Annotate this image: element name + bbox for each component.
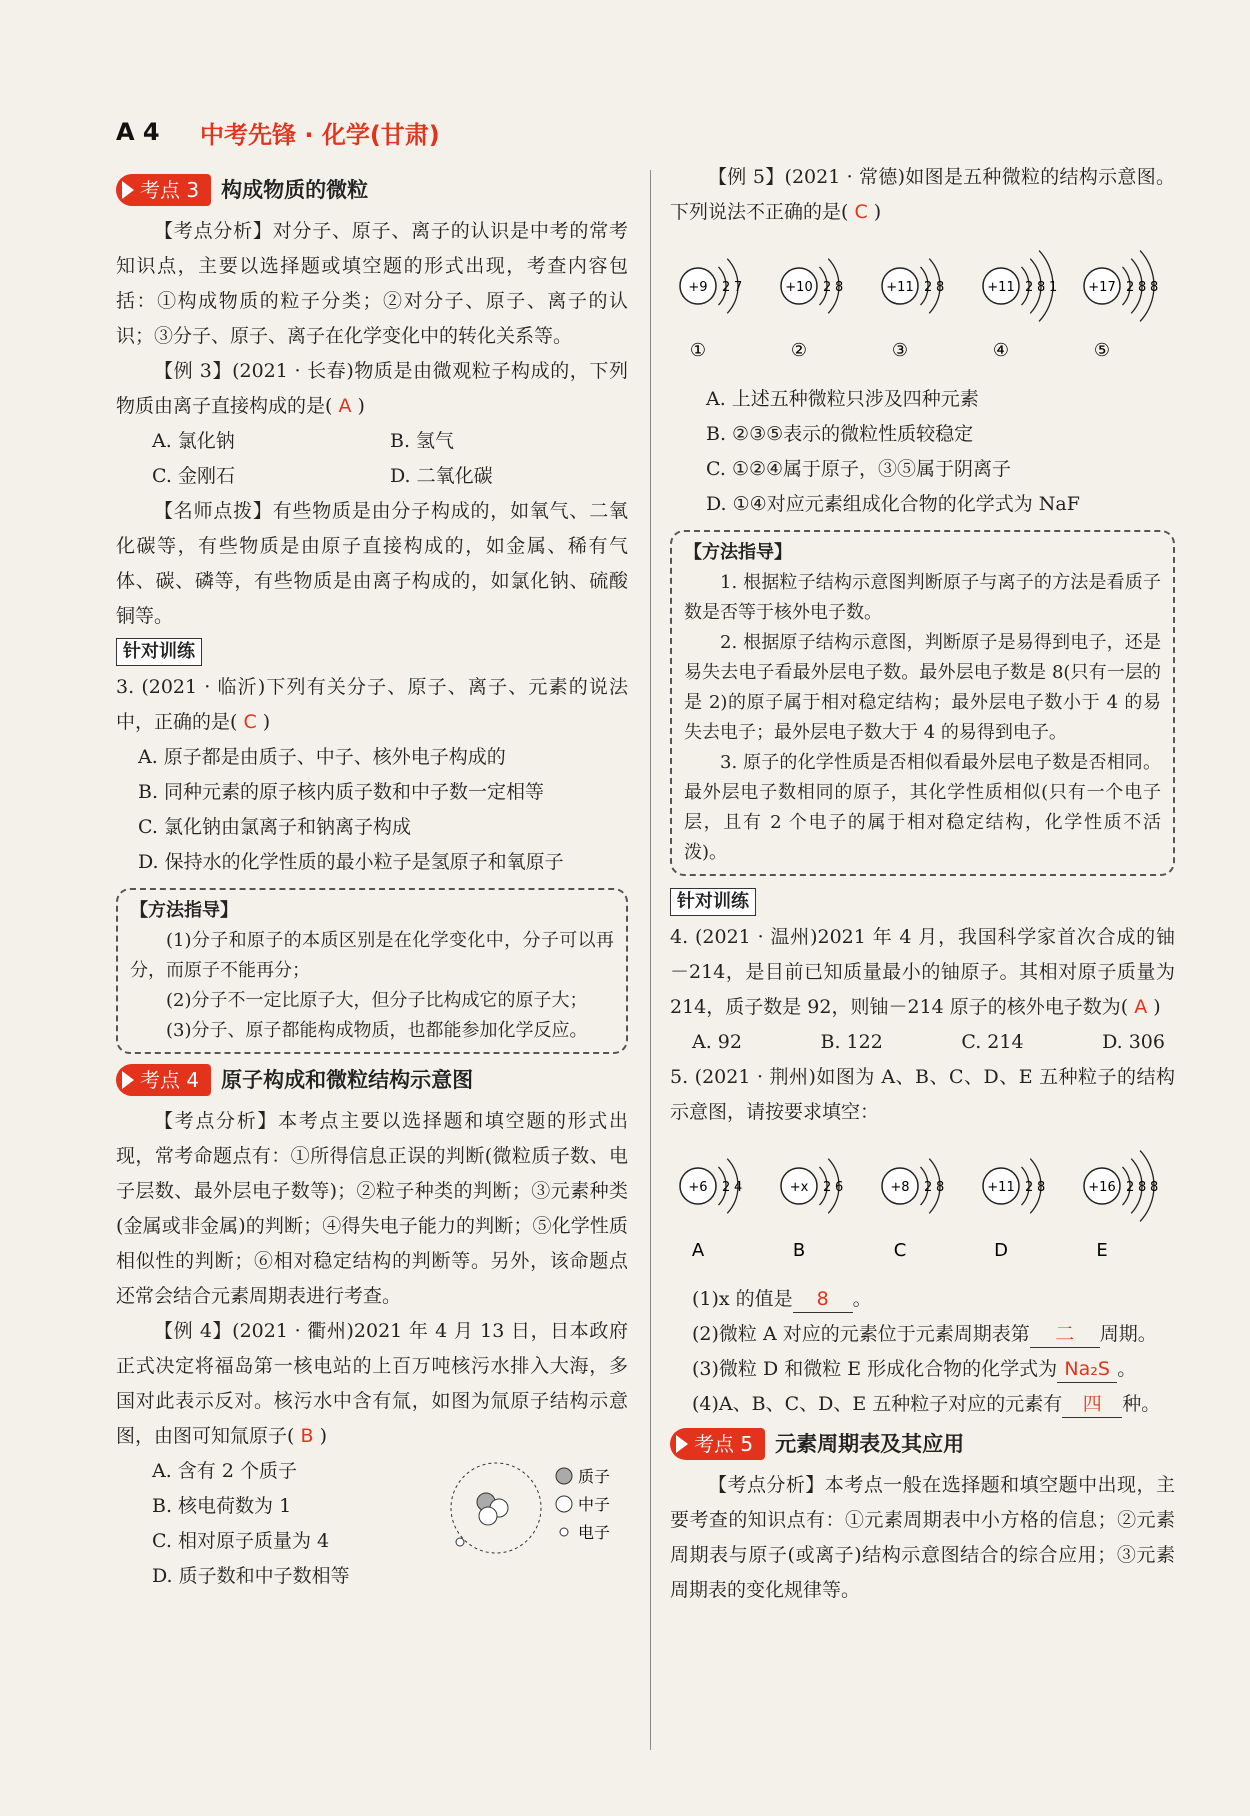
example-5 (670, 160, 1175, 230)
electron-icon (456, 1538, 464, 1546)
q4-stem: 4. (2021 · 温州)2021 年 4 月，我国科学家首次合成的铀－214，是目前已知质量最小的铀原子。其相对原子质量为 214，质子数是 92，则铀－214 原子的核外电子数为( (670, 926, 1175, 1018)
arrow-icon (676, 1435, 688, 1453)
guide-line-2: (2)分子不一定比原子大，但分子比构成它的原子大； (166, 990, 588, 1011)
q5-sub3 (670, 1352, 1175, 1387)
particle-label: ④ (992, 340, 1010, 361)
legend-neutron: 中子 (578, 1495, 611, 1514)
ex4-option-c: C. 相对原子质量为 4 (152, 1530, 330, 1552)
kp5-analysis: 【考点分析】本考点一般在选择题和填空题中出现，主要考查的知识点有：①元素周期表中小方格的信息；②元素周期表与原子(或离子)结构示意图结合的综合应用；③元素周期表的变化规律等。 (670, 1474, 1175, 1601)
ex3-close: ) (357, 395, 365, 417)
shell-electron-count: 8 (1150, 280, 1159, 295)
neutron-icon (479, 1507, 497, 1525)
q3-answer: C (243, 711, 257, 733)
q5-sub4-answer: 四 (1062, 1391, 1122, 1418)
ex5-option-c: C. ①②④属于原子，③⑤属于阴离子 (706, 458, 1012, 480)
kp4-heading (116, 1062, 628, 1098)
nucleus-charge: +17 (1088, 280, 1116, 295)
q5-sub2-post: 周期。 (1099, 1323, 1157, 1345)
ex3-answer: A (338, 395, 352, 417)
shell-electron-count: 8 (1037, 1180, 1046, 1195)
ex3-option-b: B. 氢气 (390, 430, 455, 452)
book-title: 中考先锋 · 化学(甘肃) (200, 121, 440, 149)
example-3 (116, 354, 628, 424)
kp5-badge (670, 1428, 765, 1460)
nucleus-charge: +6 (688, 1180, 708, 1195)
guide2-line-3: 3. 原子的化学性质是否相似看最外层电子数是否相同。最外层电子数相同的原子，其化学性质相似(只有一个电子层，且有 2 个电子的属于相对稳定结构，化学性质不活泼)。 (684, 752, 1161, 863)
left-column (116, 168, 628, 1594)
shell-electron-count: 2 (924, 1180, 933, 1195)
arrow-icon (122, 1071, 134, 1089)
guide-title: 【方法指导】 (130, 900, 238, 921)
particle-label: ② (790, 340, 808, 361)
ex4-option-d: D. 质子数和中子数相等 (152, 1565, 350, 1587)
q5-sub4 (670, 1387, 1175, 1422)
q5-sub3-post: 。 (1117, 1358, 1137, 1380)
q5-particle-5 (1084, 1151, 1158, 1261)
kp4-analysis: 【考点分析】本考点主要以选择题和填空题的形式出现，常考命题点有：①所得信息正误的判断(微粒质子数、电子层数、最外层电子数等)；②粒子种类的判断；③元素种类(金属或非金属)的判断；④得失电子能力的判断；⑤化学性质相似性的判断；⑥相对稳定结构的判断等。另外，该命题点还常会结合元素周期表进行考查。 (116, 1110, 628, 1307)
q5-sub2-text: (2)微粒 A 对应的元素位于元素周期表第 (692, 1323, 1030, 1345)
ex5-close: ) (873, 201, 882, 223)
kp3-title: 构成物质的微粒 (221, 177, 369, 202)
kp3-tip: 【名师点拨】有些物质是由分子构成的，如氧气、二氧化碳等，有些物质是由原子直接构成的，如金属、稀有气体、碳、磷等，有些物质是由离子构成的，如氯化钠、硫酸铜等。 (116, 500, 628, 627)
kp5-title: 元素周期表及其应用 (775, 1431, 965, 1456)
nucleus-charge: +11 (886, 280, 914, 295)
shell-electron-count: 8 (835, 280, 844, 295)
shell-electron-count: 8 (1037, 280, 1046, 295)
ex5-option-b: B. ②③⑤表示的微粒性质较稳定 (706, 423, 974, 445)
shell-electron-count: 2 (823, 280, 832, 295)
kp3-heading (116, 172, 628, 208)
nucleus-charge: +11 (987, 280, 1015, 295)
ex3-options-row1 (116, 424, 628, 459)
kp5-heading (670, 1426, 1175, 1462)
ex4-options-area (116, 1454, 628, 1594)
q5-sub4-post: 种。 (1122, 1393, 1161, 1415)
shell-electron-count: 4 (734, 1180, 743, 1195)
shell-electron-count: 8 (936, 1180, 945, 1195)
ex5-particle-4 (983, 251, 1057, 361)
guide-line-1: (1)分子和原子的本质区别是在化学变化中，分子可以再分，而原子不能再分； (130, 930, 614, 981)
q5-sub3-text: (3)微粒 D 和微粒 E 形成化合物的化学式为 (692, 1358, 1058, 1380)
q4-option-c: C. 214 (961, 1031, 1024, 1053)
tritium-diagram (446, 1458, 626, 1566)
q5-particle-4 (983, 1159, 1045, 1261)
ex5-particle-5 (1084, 251, 1158, 361)
shell-electron-count: 2 (722, 1180, 731, 1195)
example-4 (116, 1314, 628, 1454)
q5-particle-1 (680, 1159, 742, 1261)
shell-electron-count: 2 (823, 1180, 832, 1195)
q3-stem: 3. (2021 · 临沂)下列有关分子、原子、离子、元素的说法中，正确的是( (116, 676, 628, 733)
q3-close: ) (262, 711, 271, 733)
ex5-answer: C (854, 201, 868, 223)
kp3-badge-text: 考点 3 (140, 177, 200, 202)
q3-option-c: C. 氯化钠由氯离子和钠离子构成 (138, 816, 411, 838)
ex5-structure-diagram (670, 230, 1175, 370)
q3-option-b: B. 同种元素的原子核内质子数和中子数一定相等 (138, 781, 545, 803)
q3-option-a: A. 原子都是由质子、中子、核外电子构成的 (138, 746, 506, 768)
q4-option-d: D. 306 (1102, 1031, 1165, 1053)
nucleus-charge: +16 (1088, 1180, 1116, 1195)
shell-electron-count: 2 (1025, 280, 1034, 295)
particle-label: D (994, 1240, 1008, 1261)
question-4 (670, 920, 1175, 1025)
particle-label: ⑤ (1093, 340, 1111, 361)
legend-electron: 电子 (578, 1523, 611, 1542)
nucleus-charge: +8 (890, 1180, 910, 1195)
q5-sub1-answer: 8 (793, 1286, 853, 1313)
kp3-badge (116, 174, 211, 206)
q5-particle-3 (882, 1159, 944, 1261)
shell-electron-count: 8 (1138, 280, 1147, 295)
guide2-line-1: 1. 根据粒子结构示意图判断原子与离子的方法是看质子数是否等于核外电子数。 (684, 572, 1161, 623)
shell-electron-count: 7 (734, 280, 743, 295)
ex5-particle-2 (781, 259, 843, 361)
q5-structure-diagram (670, 1130, 1175, 1270)
ex3-option-a: A. 氯化钠 (152, 430, 235, 452)
train-label-2: 针对训练 (670, 888, 756, 916)
shell-electron-count: 8 (936, 280, 945, 295)
shell-electron-count: 2 (1025, 1180, 1034, 1195)
ex5-option-a: A. 上述五种微粒只涉及四种元素 (706, 388, 979, 410)
shell-electron-count: 1 (1049, 280, 1058, 295)
ex5-stem: 【例 5】(2021 · 常德)如图是五种微粒的结构示意图。下列说法不正确的是( (670, 166, 1175, 223)
q4-options (670, 1025, 1175, 1060)
legend-electron-icon (560, 1528, 568, 1536)
nucleus-charge: +10 (785, 280, 813, 295)
question-3 (116, 670, 628, 740)
kp4-title: 原子构成和微粒结构示意图 (221, 1067, 474, 1092)
q4-answer: A (1134, 996, 1148, 1018)
page-code: A 4 (116, 118, 160, 146)
ex3-option-c: C. 金刚石 (152, 465, 235, 487)
ex4-close: ) (319, 1425, 327, 1447)
shell-electron-count: 2 (924, 280, 933, 295)
ex4-stem: 【例 4】(2021 · 衢州)2021 年 4 月 13 日，日本政府正式决定将福岛第一核电站的上百万吨核污水排入大海，多国对此表示反对。核污水中含有氚，如图为氚原子结构示意图，由图可知氚原子( (116, 1320, 628, 1447)
ex4-option-a: A. 含有 2 个质子 (152, 1460, 297, 1482)
train-label: 针对训练 (116, 638, 202, 666)
particle-label: E (1096, 1240, 1108, 1261)
q5-sub2-answer: 二 (1030, 1321, 1100, 1348)
legend-proton-icon (556, 1468, 572, 1484)
kp3-analysis: 【考点分析】对分子、原子、离子的认识是中考的常考知识点，主要以选择题或填空题的形式出现，考查内容包括：①构成物质的粒子分类；②对分子、原子、离子的认识；③分子、原子、离子在化学变化中的转化关系等。 (116, 220, 628, 347)
q4-option-b: B. 122 (820, 1031, 883, 1053)
guide-line-3: (3)分子、原子都能构成物质，也都能参加化学反应。 (166, 1020, 588, 1041)
method-guide-box (116, 888, 628, 1054)
particle-label: C (893, 1240, 907, 1261)
nucleus-charge: +x (789, 1180, 809, 1195)
legend-neutron-icon (556, 1496, 572, 1512)
right-column (670, 160, 1175, 1608)
q3-option-d: D. 保持水的化学性质的最小粒子是氢原子和氧原子 (138, 851, 564, 873)
q5-sub3-answer: Na₂S (1057, 1356, 1117, 1383)
ex4-answer: B (300, 1425, 314, 1447)
kp5-badge-text: 考点 5 (694, 1431, 754, 1456)
q5-particle-2 (781, 1159, 843, 1261)
q5-sub1-text: (1)x 的值是 (692, 1288, 793, 1310)
ex5-particle-3 (882, 259, 944, 361)
q4-option-a: A. 92 (692, 1031, 742, 1053)
ex5-option-d: D. ①④对应元素组成化合物的化学式为 NaF (706, 493, 1080, 515)
shell-electron-count: 8 (1150, 1180, 1159, 1195)
column-divider (650, 170, 651, 1750)
q5-sub2 (670, 1317, 1175, 1352)
particle-label: B (792, 1240, 806, 1261)
guide2-line-2: 2. 根据原子结构示意图，判断原子是易得到电子，还是易失去电子看最外层电子数。最外层电子数是 8(只有一层的是 2)的原子属于相对稳定结构；最外层电子数小于 4 的易失去电子；最外层电子数大于 4 的易得到电子。 (684, 632, 1161, 743)
ex5-particle-1 (680, 259, 742, 361)
ex3-option-d: D. 二氧化碳 (390, 465, 493, 487)
nucleus-charge: +9 (688, 280, 708, 295)
particle-label: A (691, 1240, 705, 1261)
particle-label: ① (689, 340, 707, 361)
arrow-icon (122, 181, 134, 199)
nucleus-charge: +11 (987, 1180, 1015, 1195)
ex4-option-b: B. 核电荷数为 1 (152, 1495, 292, 1517)
q5-sub1-post: 。 (852, 1288, 872, 1310)
guide2-title: 【方法指导】 (684, 542, 792, 563)
shell-electron-count: 2 (1126, 280, 1135, 295)
particle-label: ③ (891, 340, 909, 361)
shell-electron-count: 6 (835, 1180, 844, 1195)
method-guide-box-2 (670, 530, 1175, 876)
shell-electron-count: 2 (1126, 1180, 1135, 1195)
q5-sub4-text: (4)A、B、C、D、E 五种粒子对应的元素有 (692, 1393, 1063, 1415)
kp4-badge-text: 考点 4 (140, 1067, 200, 1092)
shell-electron-count: 8 (1138, 1180, 1147, 1195)
legend-proton: 质子 (578, 1467, 611, 1486)
shell-electron-count: 2 (722, 280, 731, 295)
ex3-options-row2 (116, 459, 628, 494)
q4-close: ) (1153, 996, 1161, 1018)
ex3-stem: 【例 3】(2021 · 长春)物质是由微观粒子构成的，下列物质由离子直接构成的是( (116, 360, 628, 417)
question-5: 5. (2021 · 荆州)如图为 A、B、C、D、E 五种粒子的结构示意图，请按要求填空： (670, 1066, 1175, 1123)
q5-sub1 (670, 1282, 1175, 1317)
kp4-badge (116, 1064, 211, 1096)
